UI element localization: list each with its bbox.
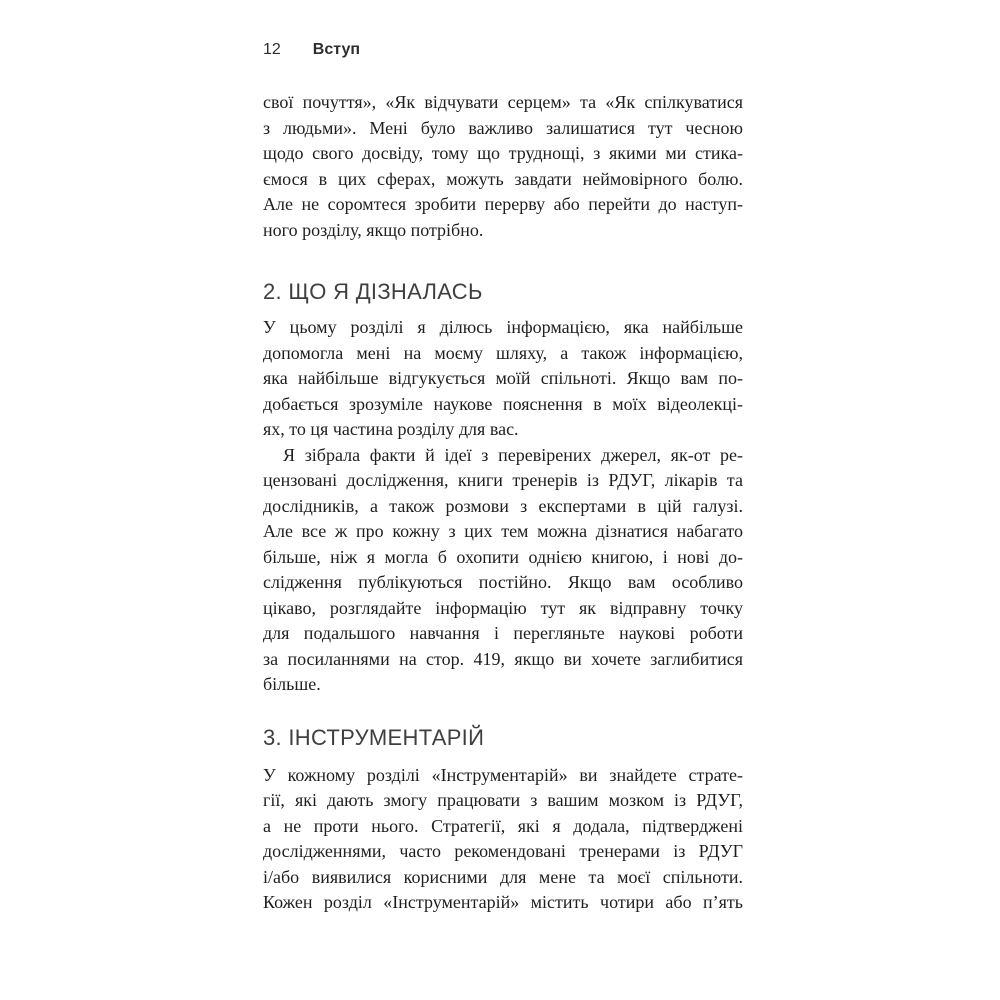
paragraph: [263, 90, 743, 243]
text-line: У цьому розділі я ділюсь інформацією, яка найбільше: [263, 317, 743, 337]
text-column: [263, 0, 743, 916]
section-heading: 3. ІНСТРУМЕНТАРІЙ: [263, 724, 485, 750]
page-number: 12: [263, 41, 281, 58]
paragraph: [263, 315, 743, 443]
text-line: цікаво, розглядайте інформацію тут як відправну точку: [263, 597, 743, 618]
text-line: щодо свого досвіду, тому що труднощі, з якими ми стика-: [263, 143, 743, 163]
text-line: Але все ж про кожну з цих тем можна дізнатися набагато: [263, 521, 743, 541]
paragraph: [263, 763, 743, 916]
text-line: Я зібрала факти й ідеї з перевірених джерел, як-от ре-: [283, 444, 743, 465]
text-line: більше.: [263, 674, 321, 694]
text-line: цензовані дослідження, книги тренерів із РДУГ, лікарів та: [263, 470, 743, 490]
text-line: для подальшого навчання і перегляньте наукові роботи: [263, 623, 743, 643]
text-line: гії, які дають змогу працювати з вашим мозком із РДУГ,: [263, 790, 743, 810]
page-header: [263, 0, 743, 60]
text-line: з людьми». Мені було важливо залишатися тут чесною: [263, 117, 743, 138]
text-line: слідження публікуються постійно. Якщо вам особливо: [263, 572, 743, 592]
page-body: [263, 90, 743, 916]
section-heading: 2. ЩО Я ДІЗНАЛАСЬ: [263, 279, 483, 304]
text-line: дослідників, а також розмови з експертами в цій галузі.: [263, 495, 743, 516]
text-line: Кожен розділ «Інструментарій» містить чотири або п’ять: [263, 892, 743, 912]
text-line: Але не соромтеся зробити перерву або перейти до наступ-: [263, 194, 743, 214]
text-line: за посиланнями на стор. 419, якщо ви хочете заглибитися: [263, 648, 743, 669]
text-line: і/або виявилися корисними для мене та моєї спільноти.: [263, 866, 743, 887]
text-line: ного розділу, якщо потрібно.: [263, 219, 484, 240]
text-line: ях, то ця частина розділу для вас.: [263, 419, 519, 439]
text-line: допомогла мені на моєму шляху, а також інформацією,: [263, 342, 743, 363]
text-line: свої почуття», «Як відчувати серцем» та «Як спілкуватися: [263, 92, 743, 112]
paragraph: [263, 443, 743, 698]
text-line: дослідженнями, часто рекомендовані тренерами із РДУГ: [263, 841, 743, 861]
running-title: Вступ: [312, 41, 361, 58]
text-line: а не проти нього. Стратегії, які я додала, підтверджені: [263, 815, 743, 836]
text-line: У кожному розділі «Інструментарій» ви знайдете страте-: [263, 764, 743, 785]
text-line: яка найбільше відгукується моїй спільноті. Якщо вам по-: [263, 368, 743, 388]
text-line: добається зрозуміле наукове пояснення в моїх відеолекці-: [263, 393, 743, 414]
text-line: ємося в цих сферах, можуть завдати неймовірного болю.: [263, 168, 743, 189]
text-line: більше, ніж я могла б охопити однією книгою, і нові до-: [263, 546, 743, 567]
